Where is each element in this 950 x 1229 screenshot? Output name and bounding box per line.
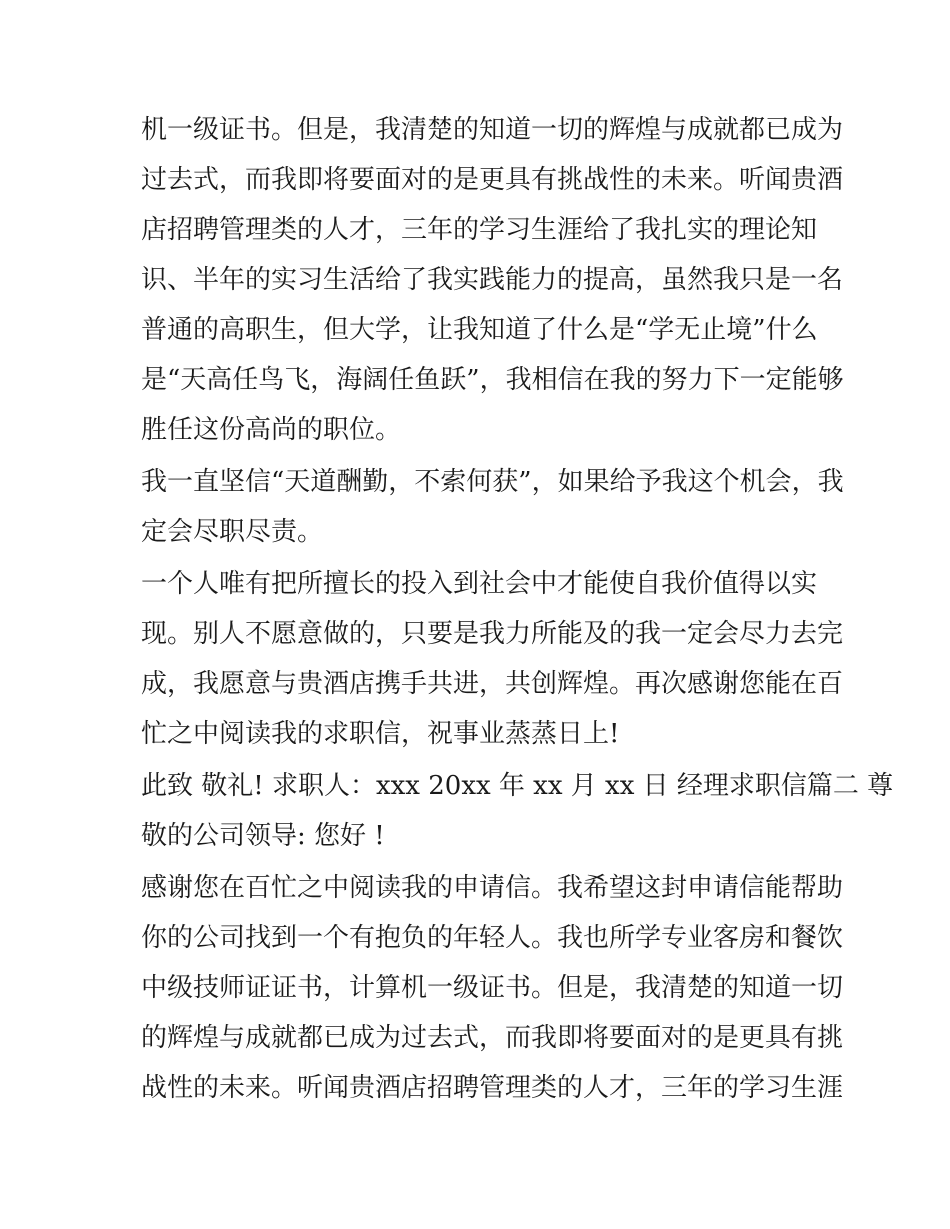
text-line: 现。别人不愿意做的，只要是我力所能及的我一定会尽力去完 (141, 619, 844, 649)
text-line: 机一级证书。但是，我清楚的知道一切的辉煌与成就都已成为 (141, 115, 844, 145)
text-line: 我一直坚信“天道酬勤，不索何获”，如果给予我这个机会，我 (141, 467, 844, 497)
text-line: 此致 敬礼! 求职人：xxx 20xx 年 xx 月 xx 日 经理求职信篇二 尊 (141, 771, 894, 801)
text-line: 战性的未来。听闻贵酒店招聘管理类的人才，三年的学习生涯 (141, 1073, 844, 1103)
text-line: 一个人唯有把所擅长的投入到社会中才能使自我价值得以实 (141, 569, 818, 599)
text-line: 店招聘管理类的人才，三年的学习生涯给了我扎实的理论知 (141, 215, 818, 245)
text-line: 感谢您在百忙之中阅读我的申请信。我希望这封申请信能帮助 (141, 873, 844, 903)
text-line: 胜任这份高尚的职位。 (141, 415, 402, 445)
text-line: 普通的高职生，但大学，让我知道了什么是“学无止境”什么 (141, 315, 818, 345)
text-line: 的辉煌与成就都已成为过去式，而我即将要面对的是更具有挑 (141, 1023, 844, 1053)
text-line: 识、半年的实习生活给了我实践能力的提高，虽然我只是一名 (141, 265, 844, 295)
text-line: 敬的公司领导: 您好 ! (141, 821, 385, 851)
text-line: 你的公司找到一个有抱负的年轻人。我也所学专业客房和餐饮 (141, 923, 844, 953)
text-line: 中级技师证证书，计算机一级证书。但是，我清楚的知道一切 (141, 973, 844, 1003)
text-line: 忙之中阅读我的求职信，祝事业蒸蒸日上! (141, 719, 620, 749)
text-line: 成，我愿意与贵酒店携手共进，共创辉煌。再次感谢您能在百 (141, 669, 844, 699)
text-line: 是“天高任鸟飞，海阔任鱼跃”，我相信在我的努力下一定能够 (141, 365, 844, 395)
text-line: 过去式，而我即将要面对的是更具有挑战性的未来。听闻贵酒 (141, 165, 844, 195)
text-line: 定会尽职尽责。 (141, 517, 324, 547)
